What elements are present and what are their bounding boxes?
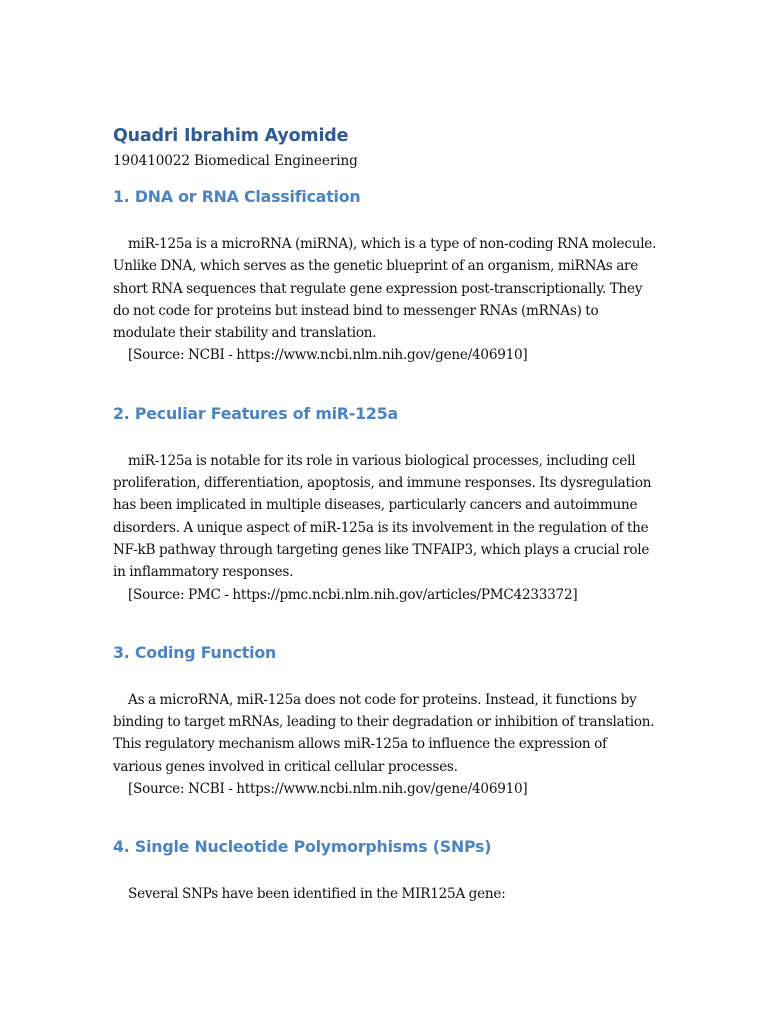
- paragraph-text: miR-125a is notable for its role in various biological processes, including cell proliferation, differentiation, apoptosis, and immune responses. Its dysregulation has been implicated in multiple diseases, particularly cancers and autoimmune disorders. A unique aspect of miR-125a is its involvement in the regulation of the NF-kB pathway through targeting genes like TNFAIP3, which plays a crucial role in inflammatory responses.: [113, 452, 652, 581]
- student-id-department: 190410022 Biomedical Engineering: [113, 153, 358, 169]
- section-snps: [113, 836, 658, 905]
- paragraph-text: Several SNPs have been identified in the MIR125A gene:: [128, 886, 506, 903]
- section-peculiar-features: [113, 403, 658, 606]
- source-citation: [Source: NCBI - https://www.ncbi.nlm.nih.gov/gene/406910]: [128, 781, 528, 798]
- section-heading: 3. Coding Function: [113, 642, 277, 662]
- section-paragraph: [113, 883, 658, 905]
- author-name: Quadri Ibrahim Ayomide: [113, 126, 349, 146]
- section-paragraph: [113, 450, 658, 584]
- section-coding-function: [113, 642, 658, 800]
- source-citation: [Source: PMC - https://pmc.ncbi.nlm.nih.gov/articles/PMC4233372]: [128, 586, 578, 603]
- section-heading: 2. Peculiar Features of miR-125a: [113, 403, 398, 423]
- section-heading: 1. DNA or RNA Classification: [113, 187, 361, 206]
- document-page: [113, 124, 658, 906]
- section-dna-rna-classification: [113, 186, 658, 367]
- paragraph-text: As a microRNA, miR-125a does not code for proteins. Instead, it functions by binding to target mRNAs, leading to their degradation or inhibition of translation. This regulatory mechanism allows miR-125a to influence the expression of various genes involved in critical cellular processes.: [113, 691, 655, 775]
- paragraph-text: miR-125a is a microRNA (miRNA), which is a type of non-coding RNA molecule. Unlike DNA, which serves as the genetic blueprint of an organism, miRNAs are short RNA sequences that regulate gene expression post-transcriptionally. They do not code for proteins but instead bind to messenger RNAs (mRNAs) to modulate their stability and translation.: [113, 236, 657, 342]
- source-citation: [Source: NCBI - https://www.ncbi.nlm.nih.gov/gene/406910]: [128, 347, 528, 364]
- section-paragraph: [113, 233, 658, 344]
- section-paragraph: [113, 689, 658, 778]
- section-heading: 4. Single Nucleotide Polymorphisms (SNPs): [113, 837, 492, 857]
